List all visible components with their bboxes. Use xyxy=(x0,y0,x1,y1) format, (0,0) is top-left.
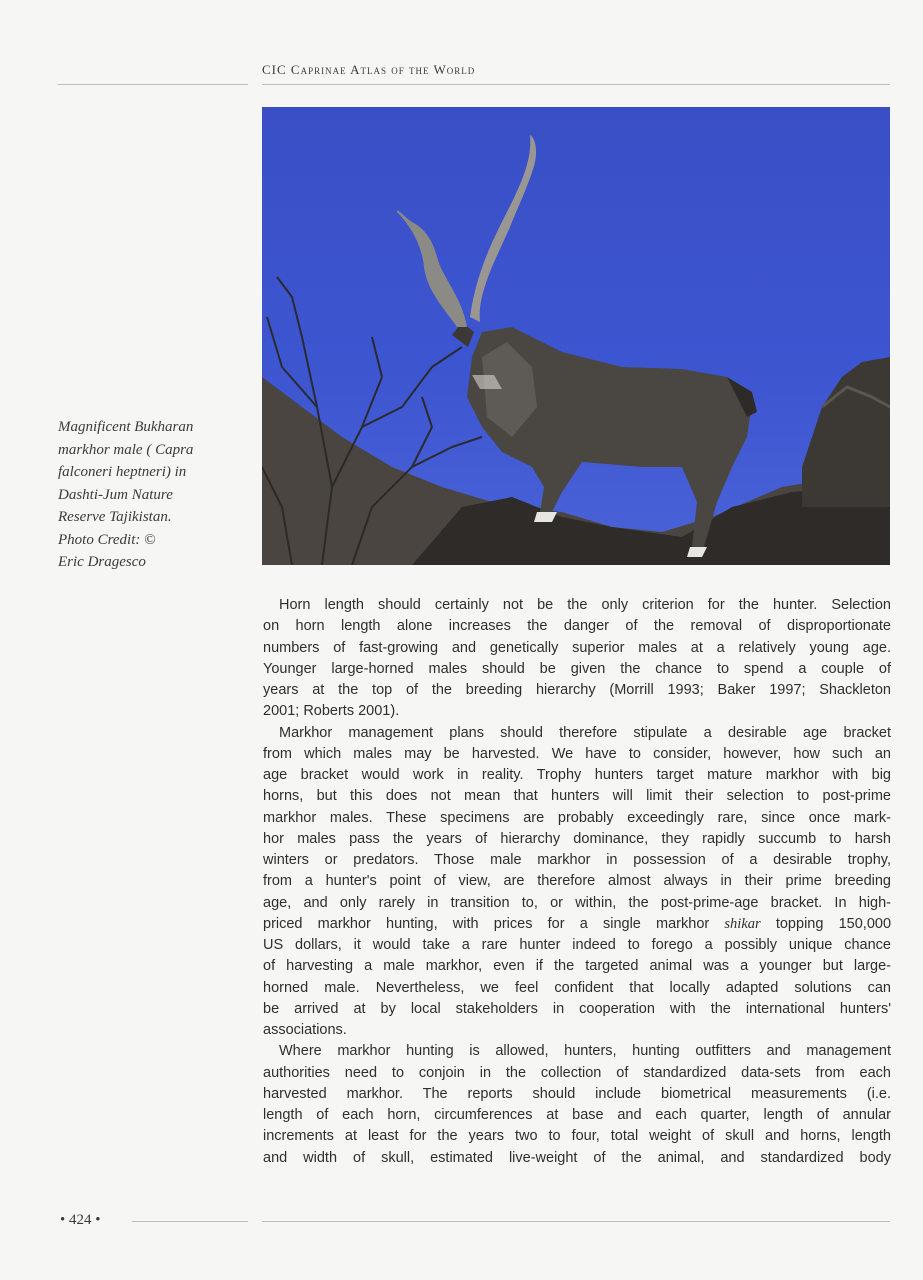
body-text xyxy=(263,595,891,1169)
paragraph-line: numbers of fast-growing and genetically superior males at a relatively young age. xyxy=(263,639,891,656)
paragraph-line: winters or predators. Those male markhor in possession of a desirable trophy, xyxy=(263,852,891,868)
page-number: • 424 • xyxy=(60,1212,101,1228)
markhor-illustration xyxy=(262,107,890,565)
paragraph-line: age bracket would work in reality. Trophy hunters target mature markhor with big xyxy=(263,767,891,783)
header-rule-left xyxy=(58,84,248,85)
paragraph-line-with-italic xyxy=(263,914,891,935)
markhor-photo xyxy=(262,107,890,565)
paragraph-line: from which males may be harvested. We have to consider, however, how such an xyxy=(263,745,891,762)
paragraph-line: be arrived at by local stakeholders in cooperation with the international hunters' xyxy=(263,1000,891,1017)
header-rule-right xyxy=(262,84,890,85)
paragraph-line: horned male. Nevertheless, we feel confident that locally adapted solutions can xyxy=(263,979,891,996)
paragraph-line: Where markhor hunting is allowed, hunters, hunting outfitters and management xyxy=(279,1043,891,1060)
paragraph-line: Horn length should certainly not be the only criterion for the hunter. Selection xyxy=(279,597,891,613)
paragraph-line: authorities need to conjoin in the collection of standardized data-sets from each xyxy=(263,1064,891,1081)
paragraph-line: associations. xyxy=(263,1022,347,1038)
paragraph-line: length of each horn, circumferences at base and each quarter, length of annular xyxy=(263,1107,891,1123)
paragraph-line: from a hunter's point of view, are therefore almost always in their prime breeding xyxy=(263,873,891,890)
caption-line: markhor male ( Capra xyxy=(58,441,194,458)
caption-line: Reserve Tajikistan. xyxy=(58,509,172,525)
caption-line: Photo Credit: © xyxy=(58,531,156,548)
paragraph-line: markhor males. These specimens are probably exceedingly rare, since once mark- xyxy=(263,809,891,826)
caption-line: Magnificent Bukharan xyxy=(58,419,194,435)
paragraph-line: horns, but this does not mean that hunters will limit their selection to post-prime xyxy=(263,788,891,805)
italic-term: shikar xyxy=(724,915,761,932)
running-header: CIC Caprinae Atlas of the World xyxy=(262,62,476,77)
paragraph-line: harvested markhor. The reports should include biometrical measurements (i.e. xyxy=(263,1085,891,1102)
caption-line: Dashti-Jum Nature xyxy=(58,486,173,503)
paragraph-line: on horn length alone increases the danger of the removal of disproportionate xyxy=(263,618,891,635)
caption-line: falconeri heptneri) in xyxy=(58,464,187,480)
footer-rule-right xyxy=(262,1221,890,1222)
photo-caption xyxy=(58,416,228,574)
paragraph-line: US dollars, it would take a rare hunter indeed to forego a possibly unique chance xyxy=(263,937,891,953)
paragraph-line: 2001; Roberts 2001). xyxy=(263,703,400,720)
line-text: topping 150,000 xyxy=(775,915,892,932)
paragraph-line: years at the top of the breeding hierarchy (Morrill 1993; Baker 1997; Shackleton xyxy=(263,682,891,698)
paragraph-line: increments at least for the years two to four, total weight of skull and horns, length xyxy=(263,1128,891,1145)
paragraph-line: Younger large-horned males should be given the chance to spend a couple of xyxy=(263,660,891,677)
paragraph-line: and width of skull, estimated live-weight of the animal, and standardized body xyxy=(263,1149,891,1166)
paragraph-line: Markhor management plans should therefore stipulate a desirable age bracket xyxy=(279,724,891,741)
footer-rule-left xyxy=(132,1221,248,1222)
paragraph-line: hor males pass the years of hierarchy dominance, they rapidly succumb to harsh xyxy=(263,830,891,847)
caption-line: Eric Dragesco xyxy=(58,554,146,570)
paragraph-line: age, and only rarely in transition to, or within, the post-prime-age bracket. In high- xyxy=(263,894,891,911)
paragraph-line: of harvesting a male markhor, even if the targeted animal was a younger but large- xyxy=(263,958,891,975)
line-text: priced markhor hunting, with prices for a single markhor xyxy=(263,915,710,932)
